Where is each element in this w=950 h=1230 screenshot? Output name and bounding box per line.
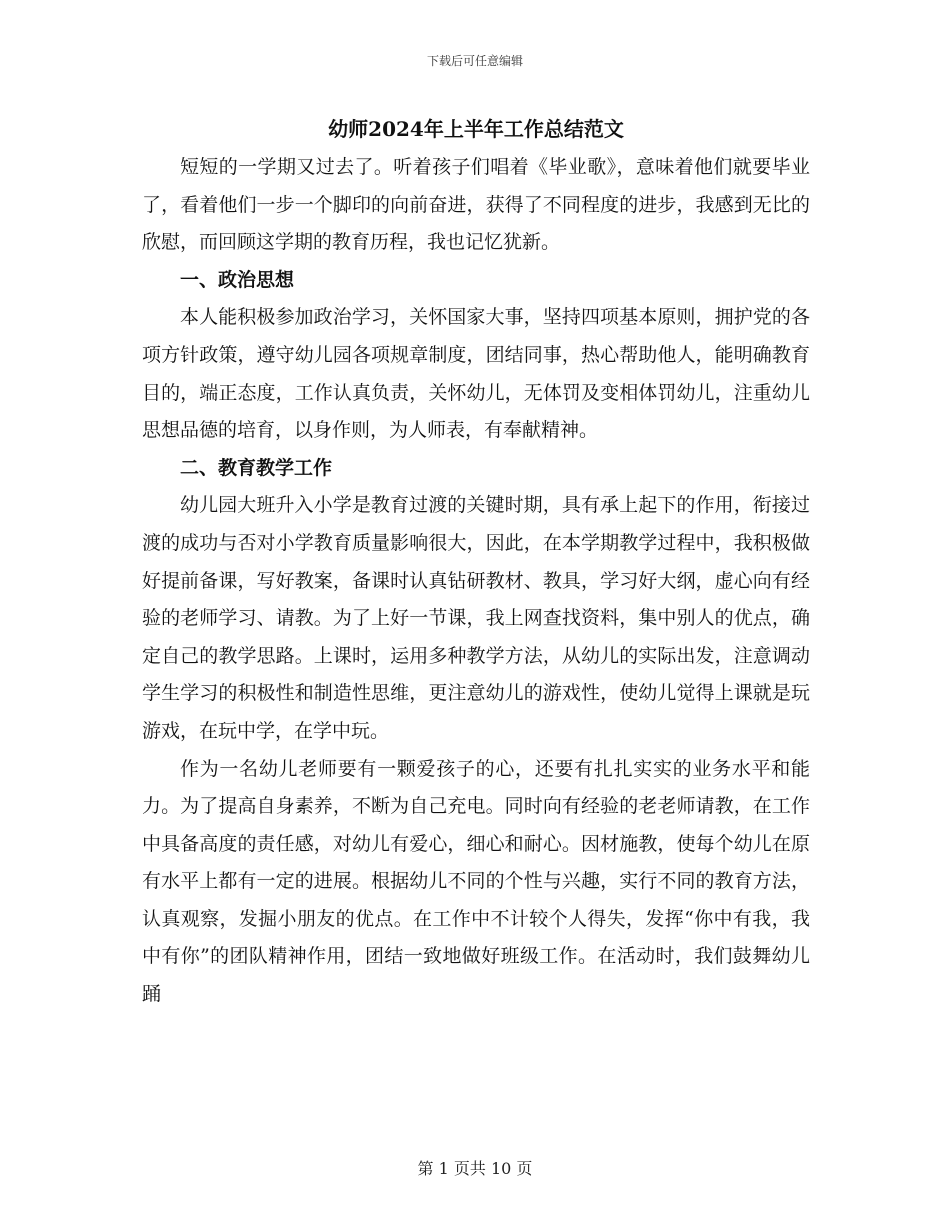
- section-teaching-work: [142, 450, 810, 1014]
- section-heading: 二、教育教学工作: [180, 456, 333, 479]
- page-header: 下载后可任意编辑: [426, 54, 523, 68]
- section-paragraph: 本人能积极参加政治学习，关怀国家大事，坚持四项基本原则，拥护党的各项方针政策，遵守幼儿园各项规章制度，团结同事，热心帮助他人，能明确教育目的，端正态度，工作认真负责，关怀幼儿，无体罚及变相体罚幼儿，注重幼儿思想品德的培育，以身作则，为人师表，有奉献精神。: [142, 306, 810, 442]
- section-heading: 一、政治思想: [180, 268, 295, 291]
- document-title: 幼师2024年上半年工作总结范文: [328, 117, 624, 141]
- section-paragraph: 幼儿园大班升入小学是教育过渡的关键时期，具有承上起下的作用，衔接过渡的成功与否对小学教育质量影响很大，因此，在本学期教学过程中，我积极做好提前备课，写好教案，备课时认真钻研教材、教具，学习好大纲，虚心向有经验的老师学习、请教。为了上好一节课，我上网查找资料，集中别人的优点，确定自己的教学思路。上课时，运用多种教学方法，从幼儿的实际出发，注意调动学生学习的积极性和制造性思维，更注意幼儿的游戏性，使幼儿觉得上课就是玩游戏，在玩中学，在学中玩。: [142, 494, 810, 742]
- page-footer: 第 1 页共 10 页: [417, 1159, 533, 1178]
- section-paragraph: 作为一名幼儿老师要有一颗爱孩子的心，还要有扎扎实实的业务水平和能力。为了提高自身素养，不断为自己充电。同时向有经验的老老师请教，在工作中具备高度的责任感，对幼儿有爱心，细心和耐心。因材施教，使每个幼儿在原有水平上都有一定的进展。根据幼儿不同的个性与兴趣，实行不同的教育方法，认真观察，发掘小朋友的优点。在工作中不计较个人得失，发挥“你中有我，我中有你”的团队精神作用，团结一致地做好班级工作。在活动时，我们鼓舞幼儿踊: [142, 757, 810, 1006]
- section-political-thought: [142, 262, 810, 450]
- intro-paragraph: 短短的一学期又过去了。听着孩子们唱着《毕业歌》，意味着他们就要毕业了，看着他们一步一个脚印的向前奋进，获得了不同程度的进步，我感到无比的欣慰，而回顾这学期的教育历程，我也记忆犹新。: [142, 156, 810, 254]
- document-body: [142, 113, 810, 1014]
